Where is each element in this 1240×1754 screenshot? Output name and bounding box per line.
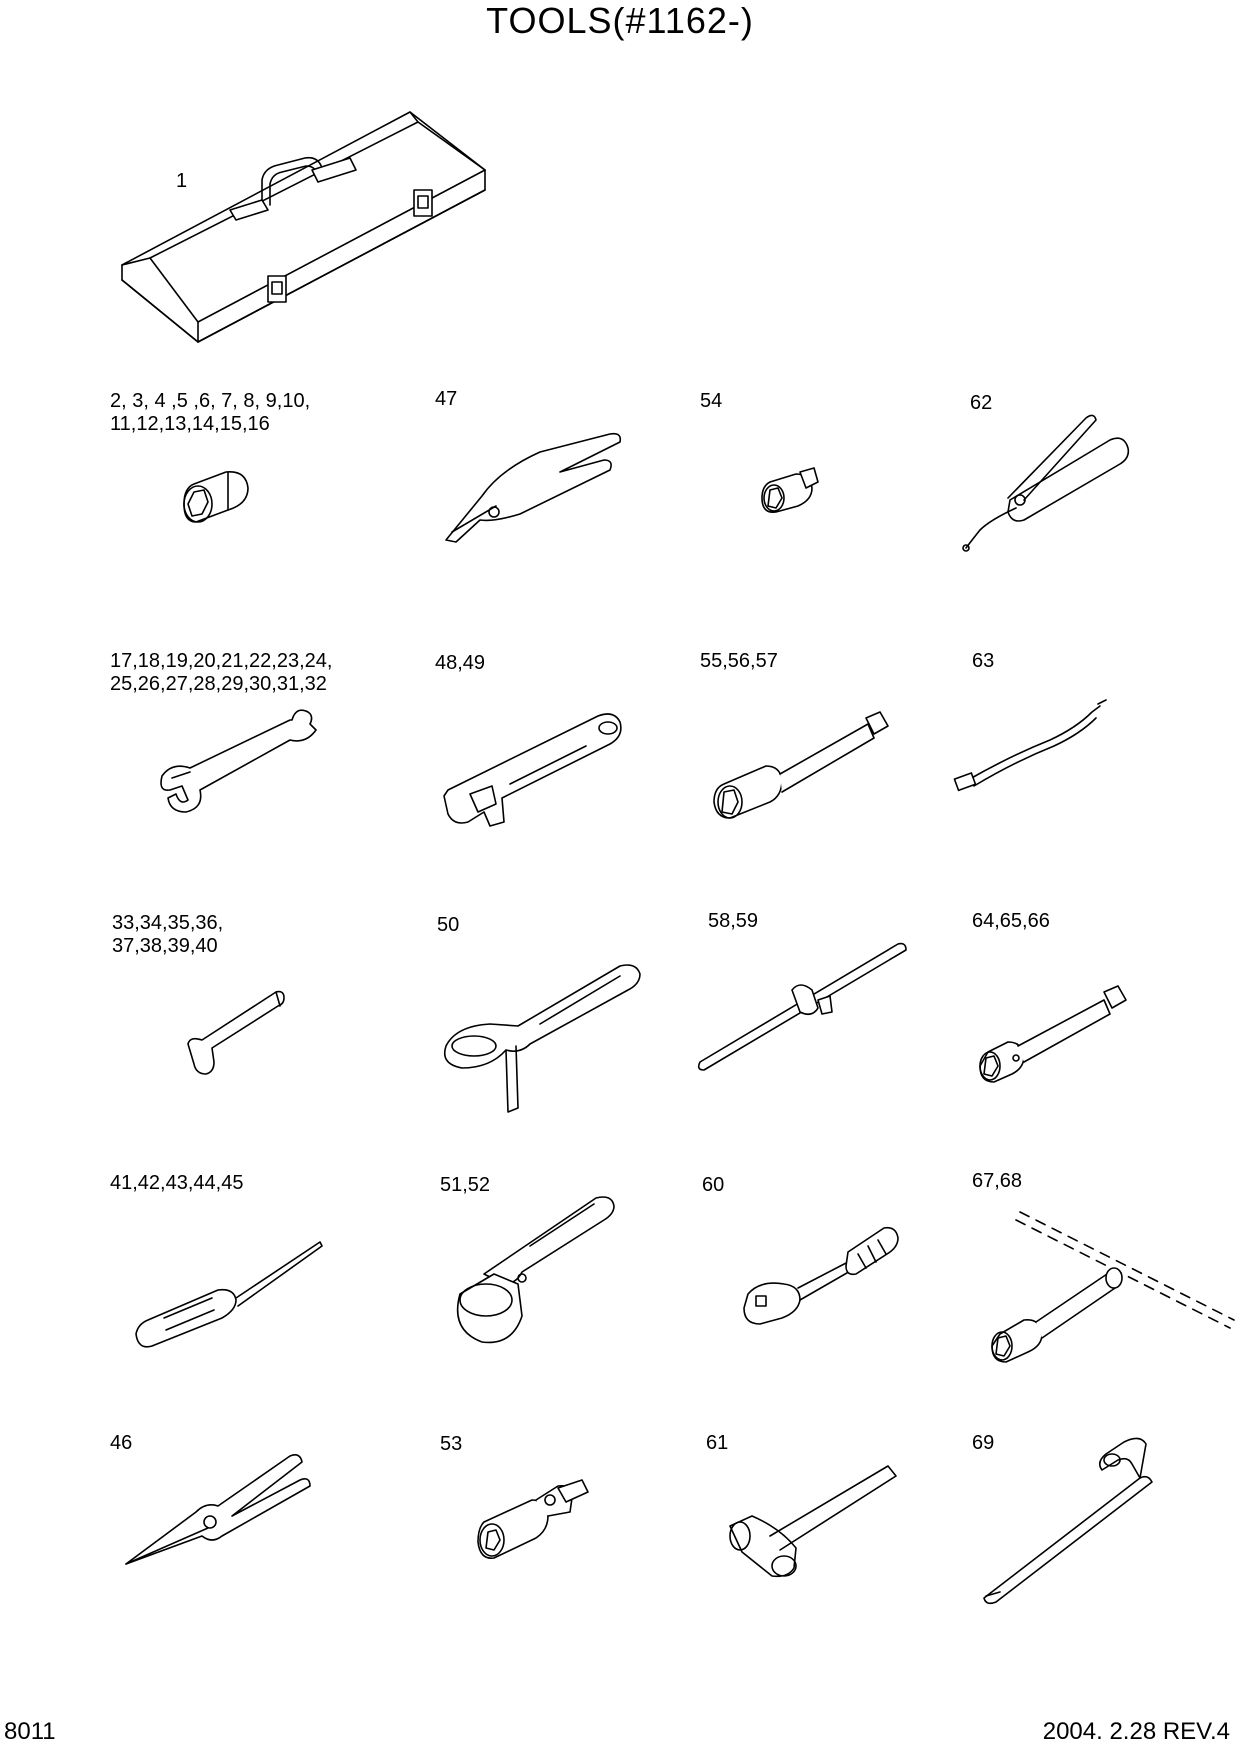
long-nose-pliers-illustration bbox=[126, 1455, 310, 1564]
callout-sockets: 2, 3, 4 ,5 ,6, 7, 8, 9,10, 11,12,13,14,15,16 bbox=[110, 390, 311, 435]
callout-t-handle: 58,59 bbox=[708, 910, 759, 932]
callout-grease-gun: 62 bbox=[970, 392, 993, 414]
callout-hammer: 61 bbox=[706, 1432, 729, 1454]
filter-wrench-illustration bbox=[458, 1197, 614, 1342]
hammer-illustration bbox=[730, 1466, 896, 1576]
callout-long-nose-pliers: 46 bbox=[110, 1432, 133, 1454]
callout-hex-keys: 33,34,35,36, 37,38,39,40 bbox=[112, 912, 224, 957]
callout-screwdrivers: 41,42,43,44,45 bbox=[110, 1172, 244, 1194]
toolbox-illustration bbox=[122, 112, 485, 342]
screwdriver-illustration bbox=[136, 1242, 322, 1347]
grease-hose-illustration bbox=[954, 700, 1106, 790]
adapter-illustration bbox=[762, 468, 818, 512]
grease-gun-illustration bbox=[963, 415, 1128, 551]
revision-date: 2004. 2.28 REV.4 bbox=[1042, 1718, 1230, 1745]
callout-pliers: 47 bbox=[435, 388, 458, 410]
strap-wrench-illustration bbox=[445, 965, 640, 1112]
callout-ratchet-handle: 60 bbox=[702, 1174, 725, 1196]
hex-key-illustration bbox=[188, 992, 284, 1074]
adjustable-wrench-illustration bbox=[444, 714, 621, 826]
callout-t-socket-wrench: 67,68 bbox=[972, 1170, 1023, 1192]
callout-grease-hose: 63 bbox=[972, 650, 995, 672]
callout-universal-joint: 53 bbox=[440, 1433, 463, 1455]
spanner-illustration bbox=[161, 710, 316, 812]
page-title: TOOLS(#1162-) bbox=[486, 0, 754, 41]
ratchet-handle-illustration bbox=[744, 1228, 898, 1324]
callout-filter-wrench: 51,52 bbox=[440, 1174, 491, 1196]
callout-l-wrench: 69 bbox=[972, 1432, 995, 1454]
t-handle-illustration bbox=[699, 944, 906, 1070]
callout-box-wrench: 64,65,66 bbox=[972, 910, 1050, 932]
t-socket-wrench-illustration bbox=[992, 1212, 1234, 1362]
pliers-illustration bbox=[446, 434, 620, 542]
callout-spanners: 17,18,19,20,21,22,23,24, 25,26,27,28,29,30,31,32 bbox=[110, 650, 333, 695]
callout-strap-wrench: 50 bbox=[437, 914, 460, 936]
callout-adjustable-wrench: 48,49 bbox=[435, 652, 486, 674]
socket-illustration bbox=[184, 472, 248, 522]
universal-joint-illustration bbox=[478, 1480, 588, 1558]
drawing-number: 8011 bbox=[4, 1718, 56, 1745]
callout-toolbox: 1 bbox=[176, 170, 188, 192]
callout-adapter: 54 bbox=[700, 390, 723, 412]
extension-bar-illustration bbox=[714, 712, 888, 818]
callout-extension-bar: 55,56,57 bbox=[700, 650, 778, 672]
l-wrench-illustration bbox=[984, 1438, 1152, 1603]
box-wrench-illustration bbox=[980, 986, 1126, 1082]
